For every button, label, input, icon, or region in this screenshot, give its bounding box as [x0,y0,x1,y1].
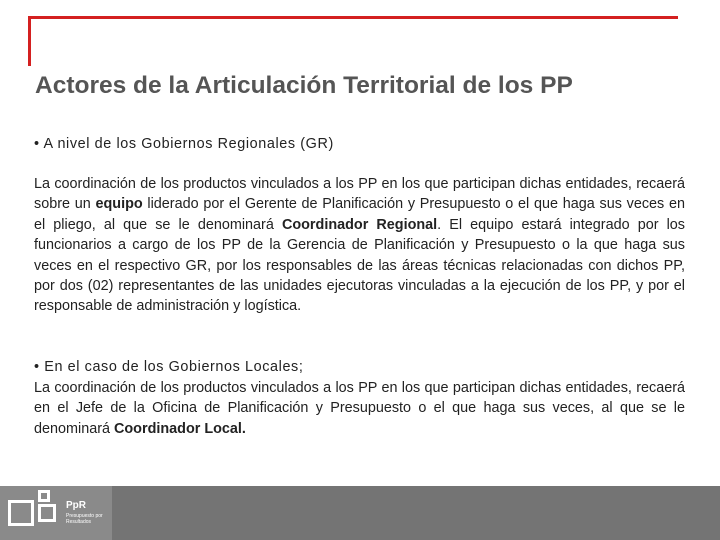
paragraph-regional-bold-coordinator: Coordinador Regional [281,216,438,233]
paragraph-regional-text-3: . El equipo estará integrado por los funcionarios a cargo de los PP de la Gerencia de Planificación y Presupuesto o la que haga sus veces en el respectivo GR, por los responsables de las áreas técnicas relacionadas con dichos PP, por dos (02) representantes de las unidades ejecutoras vinculadas a la ejecución de los PP, y por el responsable de administración y logística. [34,216,685,315]
left-accent-line [28,16,31,66]
footer-bar [0,486,720,540]
ppr-logo-name: PpR [66,500,86,511]
slide-title: Actores de la Articulación Territorial de los PP [35,72,573,99]
section-heading-regional [34,134,685,154]
bullet: • [34,136,40,152]
section-heading-regional-abbr: (GR) [300,136,334,152]
ppr-logo-subtitle: Presupuesto por Resultados [66,513,103,525]
top-accent-line [28,16,678,19]
paragraph-local [34,378,685,439]
section-heading-local [34,357,685,377]
section-heading-regional-text: A nivel de los Gobiernos Regionales [43,136,296,152]
paragraph-regional-text-2: liderado por el Gerente de Planificación y Presupuesto o el que haga sus veces en el pliego, al que se le denominará [34,196,685,233]
ppr-logo-squares-icon [8,500,34,526]
paragraph-local-text-1: La coordinación de los productos vinculados a los PP en los que participan dichas entidades, recaerá en el Jefe de la Oficina de Planificación y Presupuesto o el que haga sus veces, al que se le denominará [34,380,685,437]
ppr-logo-square-icon [38,504,56,522]
section-heading-local-text: En el caso de los Gobiernos Locales; [44,359,304,375]
paragraph-local-bold-coordinator: Coordinador Local. [114,420,246,437]
paragraph-regional-text-1: La coordinación de los productos vinculados a los PP en los que participan dichas entidades, recaerá sobre un [34,176,685,213]
paragraph-regional [34,174,685,317]
ppr-logo [0,486,112,540]
paragraph-regional-bold-equipo: equipo [95,196,143,213]
ppr-logo-small-square-icon [38,490,50,502]
bullet: • [34,359,40,375]
